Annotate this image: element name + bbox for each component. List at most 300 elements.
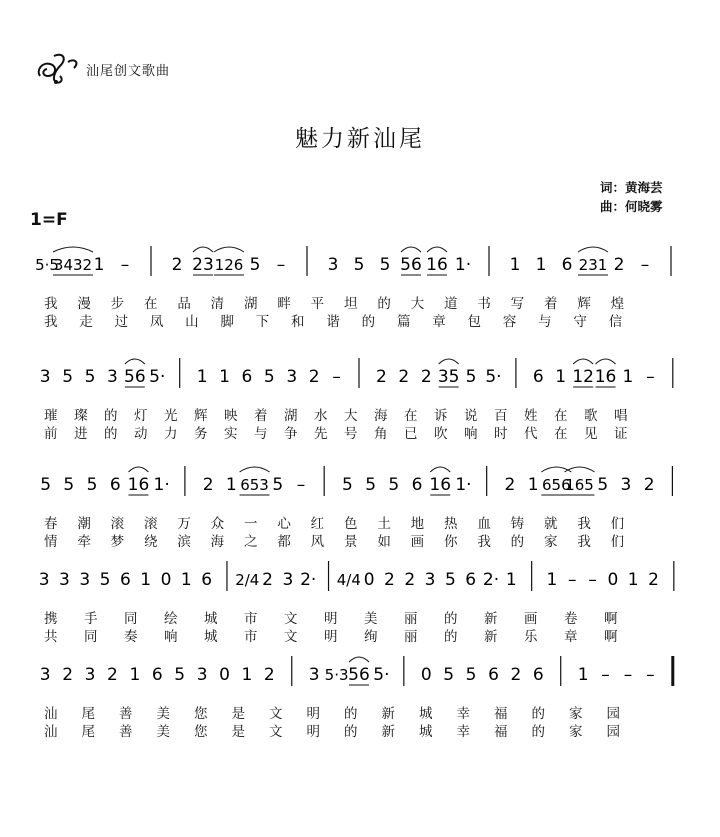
note: 5 <box>40 475 52 495</box>
lyric-char: 尾 <box>81 724 95 740</box>
note: 2 <box>420 367 432 387</box>
lyric-char: 的 <box>510 534 525 550</box>
note: 2 <box>504 475 516 495</box>
note: 5 <box>99 570 111 590</box>
note: 2 <box>648 570 659 590</box>
lyric-char: 情 <box>44 534 58 550</box>
note: 5 <box>84 367 96 387</box>
lyric-char: 坦 <box>344 296 358 312</box>
lyric-line-1 <box>28 292 688 310</box>
lyric-char: 篇 <box>396 314 411 330</box>
lyric-char: 响 <box>164 629 178 645</box>
lyric-char: 海 <box>210 534 225 550</box>
lyric-char: 啊 <box>604 611 618 627</box>
lyric-char: 园 <box>606 706 620 722</box>
note: 3 <box>196 665 208 685</box>
lyric-char: 章 <box>564 629 578 645</box>
note: – <box>296 475 306 495</box>
lyric-char: 下 <box>255 314 270 330</box>
note: 5· <box>485 367 502 387</box>
lyric-char: 景 <box>344 534 358 550</box>
lyric-char: 着 <box>544 296 558 312</box>
lyric-char: 新 <box>381 724 395 740</box>
lyric-char: 时 <box>494 426 508 442</box>
note: – <box>640 255 650 275</box>
lyric-char: 红 <box>310 516 325 532</box>
lyric-char: 大 <box>344 408 358 424</box>
slur <box>427 247 447 252</box>
lyric-char: 明 <box>306 706 320 722</box>
note: 0 <box>160 570 172 590</box>
note: 126 <box>214 256 244 274</box>
lyric-char: 滨 <box>177 534 191 550</box>
lyric-char: 滚 <box>110 516 125 532</box>
lyric-char: 共 <box>44 629 58 645</box>
note: 3 <box>620 475 632 495</box>
lyric-char: 同 <box>84 629 98 645</box>
note: 165 <box>565 476 594 494</box>
lyric-char: 响 <box>464 426 478 442</box>
slur <box>565 467 595 472</box>
lyric-char: 的 <box>444 611 458 627</box>
lyric-char: 与 <box>538 314 552 330</box>
lyric-char: 务 <box>194 426 208 442</box>
note: 6 <box>465 570 477 590</box>
lyric-char: 热 <box>444 516 458 532</box>
lyric-char: 的 <box>531 724 545 740</box>
lyric-char: 城 <box>419 706 433 722</box>
note: 1 <box>535 255 547 275</box>
system-1 <box>28 240 688 370</box>
lyric-line-1 <box>28 512 688 530</box>
note: 3 <box>308 665 320 685</box>
note: 56 <box>124 367 146 387</box>
note: 6 <box>119 570 131 590</box>
lyric-char: 园 <box>606 724 620 740</box>
note: 5 <box>365 475 377 495</box>
lyric-char: 在 <box>554 408 568 424</box>
note: 1 <box>509 255 521 275</box>
note: 2 <box>171 255 183 275</box>
lyric-char: 道 <box>444 296 458 312</box>
note: 16 <box>429 475 452 495</box>
lyric-char: 诉 <box>434 408 448 424</box>
slur <box>541 467 571 472</box>
lyric-char: 的 <box>377 296 391 312</box>
note: 2 <box>613 255 625 275</box>
slur <box>240 467 270 472</box>
lyric-char: 家 <box>569 706 583 722</box>
note: 5 <box>62 367 74 387</box>
note: – <box>120 255 130 275</box>
lyric-char: 信 <box>608 314 623 330</box>
lyric-char: 家 <box>544 534 558 550</box>
lyric-char: 都 <box>277 534 291 550</box>
lyricist: 词：黄海芸 <box>600 180 663 195</box>
note: 5·3 <box>324 666 349 684</box>
lyric-char: 城 <box>204 611 218 627</box>
lyric-char: 画 <box>410 534 425 550</box>
note: 3 <box>39 367 51 387</box>
lyric-char: 凤 <box>149 314 164 330</box>
lyric-char: 百 <box>494 408 508 424</box>
note: 16 <box>127 475 150 495</box>
note: 1 <box>622 367 634 387</box>
lyric-line-2 <box>28 422 688 440</box>
note: 6 <box>411 475 423 495</box>
note: 6 <box>532 665 544 685</box>
note: 2/4 <box>235 571 260 589</box>
lyric-char: 如 <box>377 534 391 550</box>
lyric-char: 绘 <box>164 611 178 627</box>
note: 1· <box>454 255 472 275</box>
lyric-char: 我 <box>577 516 591 532</box>
lyric-char: 美 <box>156 724 170 740</box>
note: 3432 <box>53 256 93 274</box>
lyric-char: 在 <box>144 296 158 312</box>
lyric-char: 是 <box>231 706 245 722</box>
lyric-char: 号 <box>344 426 358 442</box>
note: 1 <box>505 570 517 590</box>
brand <box>34 52 170 86</box>
lyric-char: 城 <box>419 724 433 740</box>
note: 1 <box>225 475 237 495</box>
note: 6 <box>109 475 121 495</box>
lyric-char: 水 <box>314 408 328 424</box>
lyric-char: 平 <box>310 296 325 312</box>
lyric-char: 地 <box>410 516 425 532</box>
note: 2· <box>482 570 500 590</box>
lyric-char: 明 <box>324 611 338 627</box>
note: 16 <box>594 367 617 387</box>
note: 2· <box>300 570 317 590</box>
lyric-char: 品 <box>177 296 191 312</box>
system-5 <box>28 650 688 780</box>
lyric-char: 文 <box>269 706 283 722</box>
lyric-char: 色 <box>344 516 358 532</box>
lyric-char: 携 <box>44 611 58 627</box>
lyric-char: 同 <box>124 611 138 627</box>
note: 16 <box>426 255 448 275</box>
lyric-char: 海 <box>374 408 388 424</box>
note: 1 <box>527 475 539 495</box>
lyric-char: 煌 <box>610 296 625 312</box>
lyric-char: 文 <box>284 629 298 645</box>
lyric-char: 美 <box>364 611 378 627</box>
lyric-char: 春 <box>44 516 58 532</box>
note: 2 <box>262 570 274 590</box>
lyric-char: 过 <box>114 314 129 330</box>
lyric-char: 角 <box>374 426 388 442</box>
note: 2 <box>62 665 74 685</box>
lyric-char: 力 <box>164 426 178 442</box>
notes-line <box>28 555 688 603</box>
note: – <box>588 570 597 590</box>
lyric-char: 章 <box>432 314 446 330</box>
slur <box>596 359 616 364</box>
brand-label: 汕尾创文歌曲 <box>86 63 171 79</box>
note: 5 <box>465 367 477 387</box>
lyric-char: 们 <box>610 534 625 550</box>
lyric-char: 见 <box>584 426 598 442</box>
lyric-char: 汕 <box>44 706 58 722</box>
lyric-char: 明 <box>324 629 338 645</box>
lyric-char: 与 <box>254 426 268 442</box>
note: 5 <box>174 665 186 685</box>
note: 1 <box>577 665 589 685</box>
lyric-char: 牵 <box>77 534 91 550</box>
lyric-char: 步 <box>110 296 125 312</box>
lyric-char: 血 <box>477 516 491 532</box>
slur <box>214 247 244 252</box>
lyric-char: 众 <box>210 516 225 532</box>
note: 5 <box>263 367 275 387</box>
note: 1· <box>153 475 170 495</box>
note: 656 <box>542 476 571 494</box>
lyric-char: 梦 <box>110 534 125 550</box>
note: 2 <box>398 367 410 387</box>
lyric-char: 潮 <box>77 516 91 532</box>
lyric-char: 进 <box>74 426 88 442</box>
lyric-line-1 <box>28 702 688 720</box>
note: 6 <box>488 665 499 685</box>
lyric-char: 万 <box>177 516 191 532</box>
composer: 曲：何晓雾 <box>600 199 663 214</box>
lyric-char: 映 <box>224 408 238 424</box>
note: 653 <box>240 476 269 494</box>
lyric-char: 璨 <box>74 408 88 424</box>
lyric-char: 守 <box>573 314 587 330</box>
note: 23 <box>192 255 214 275</box>
lyric-char: 土 <box>377 516 391 532</box>
lyric-char: 的 <box>104 408 118 424</box>
slur <box>125 359 145 364</box>
note: 2 <box>643 475 655 495</box>
note: 3 <box>282 570 294 590</box>
lyric-line-1 <box>28 607 688 625</box>
lyric-char: 先 <box>314 426 328 442</box>
note: 6 <box>561 255 573 275</box>
note: 5 <box>341 475 353 495</box>
credits <box>600 178 663 216</box>
lyric-char: 在 <box>404 408 418 424</box>
note: 1 <box>140 570 152 590</box>
lyric-line-1 <box>28 404 688 422</box>
lyric-char: 的 <box>344 706 358 722</box>
lyric-char: 新 <box>381 706 395 722</box>
note: 1 <box>180 570 192 590</box>
note: 0 <box>219 665 230 685</box>
note: 2 <box>202 475 214 495</box>
lyric-char: 动 <box>134 426 148 442</box>
lyric-char: 脚 <box>220 314 234 330</box>
note: 5 <box>86 475 98 495</box>
note: 5 <box>388 475 400 495</box>
lyric-char: 卷 <box>564 611 578 627</box>
lyric-char: 福 <box>494 706 508 722</box>
note: 5 <box>379 255 391 275</box>
lyric-char: 您 <box>194 724 208 740</box>
note: 231 <box>578 256 608 274</box>
note: 1 <box>627 570 639 590</box>
notes-line <box>28 240 688 288</box>
note: 1 <box>129 665 141 685</box>
note: – <box>646 665 655 685</box>
lyric-char: 幸 <box>456 706 470 722</box>
note: 2 <box>308 367 320 387</box>
note: 4/4 <box>336 571 361 589</box>
lyric-char: 风 <box>310 534 325 550</box>
note: 5 <box>63 475 75 495</box>
slur <box>401 247 421 252</box>
note: 6 <box>151 665 163 685</box>
lyric-char: 山 <box>185 314 199 330</box>
note: 5· <box>149 367 166 387</box>
lyric-char: 的 <box>104 426 118 442</box>
lyric-char: 争 <box>284 426 298 442</box>
note: 3 <box>327 255 339 275</box>
lyric-char: 美 <box>156 706 170 722</box>
lyric-char: 说 <box>464 408 478 424</box>
lyric-char: 璀 <box>44 408 58 424</box>
lyric-line-2 <box>28 530 688 548</box>
note: 3 <box>107 367 118 387</box>
lyric-char: 尾 <box>81 706 95 722</box>
note: 35 <box>437 367 460 387</box>
lyric-char: 已 <box>404 426 418 442</box>
lyric-char: 辉 <box>194 408 208 424</box>
note: 5 <box>353 255 365 275</box>
note: 0 <box>420 665 432 685</box>
lyric-char: 绕 <box>144 534 158 550</box>
lyric-char: 吹 <box>434 426 448 442</box>
lyric-char: 谐 <box>326 314 340 330</box>
slur <box>439 359 459 364</box>
note: – <box>568 570 577 590</box>
lyric-char: 畔 <box>277 296 291 312</box>
lyric-char: 书 <box>477 296 491 312</box>
lyric-char: 文 <box>269 724 283 740</box>
lyric-char: 就 <box>544 516 558 532</box>
note: 3 <box>79 570 91 590</box>
lyric-char: 明 <box>306 724 320 740</box>
slur <box>128 467 148 472</box>
lyric-char: 代 <box>524 426 538 442</box>
lyric-char: 心 <box>277 516 291 532</box>
lyric-line-2 <box>28 310 688 328</box>
lyric-char: 辉 <box>577 296 591 312</box>
note: – <box>276 255 286 275</box>
slur <box>573 359 593 364</box>
lyric-char: 漫 <box>77 296 91 312</box>
slur <box>430 467 450 472</box>
lyric-char: 市 <box>244 611 258 627</box>
lyric-char: 手 <box>84 611 98 627</box>
note: 2 <box>384 570 395 590</box>
key-signature: 1=F <box>30 210 68 230</box>
lyric-char: 前 <box>44 426 58 442</box>
note: 2 <box>107 665 118 685</box>
notes-line <box>28 650 688 698</box>
note: 6 <box>532 367 544 387</box>
lyric-char: 幸 <box>456 724 470 740</box>
lyric-char: 和 <box>291 314 305 330</box>
lyric-char: 我 <box>44 314 58 330</box>
lyric-char: 唱 <box>614 408 628 424</box>
note: 0 <box>363 570 375 590</box>
lyric-char: 湖 <box>244 296 258 312</box>
lyric-char: 善 <box>119 706 133 722</box>
lyric-char: 乐 <box>524 629 538 645</box>
notes-line <box>28 352 688 400</box>
lyric-char: 奏 <box>124 629 138 645</box>
lyric-char: 的 <box>361 314 376 330</box>
note: 1· <box>455 475 472 495</box>
note: 1 <box>219 367 230 387</box>
lyric-char: 丽 <box>404 611 418 627</box>
note: 5 <box>272 475 284 495</box>
lyric-char: 文 <box>284 611 298 627</box>
note: 1 <box>196 367 208 387</box>
note: 5 <box>597 475 609 495</box>
treble-clef-icon <box>34 52 82 86</box>
lyric-char: 铸 <box>510 516 525 532</box>
lyric-char: 新 <box>484 611 498 627</box>
slur <box>349 657 369 662</box>
note: – <box>332 367 341 387</box>
lyric-char: 灯 <box>134 408 148 424</box>
lyric-char: 走 <box>79 314 93 330</box>
note: 1 <box>546 570 558 590</box>
note: 5 <box>444 570 456 590</box>
note: 3 <box>84 665 96 685</box>
lyric-char: 容 <box>502 314 517 330</box>
note: 2 <box>375 367 387 387</box>
note: 3 <box>59 570 70 590</box>
note: 3 <box>424 570 436 590</box>
note: 0 <box>607 570 619 590</box>
lyric-char: 画 <box>524 611 538 627</box>
lyric-char: 们 <box>610 516 625 532</box>
slur <box>53 247 93 252</box>
lyric-char: 着 <box>254 408 268 424</box>
note: 2 <box>263 665 275 685</box>
lyric-char: 写 <box>510 296 525 312</box>
lyric-char: 大 <box>410 296 425 312</box>
lyric-char: 我 <box>477 534 491 550</box>
lyric-char: 善 <box>119 724 133 740</box>
lyric-char: 清 <box>210 296 225 312</box>
lyric-char: 我 <box>44 296 58 312</box>
lyric-char: 啊 <box>604 629 618 645</box>
note: – <box>623 665 633 685</box>
note: 2 <box>404 570 416 590</box>
note: 5 <box>465 665 477 685</box>
note: 56 <box>348 665 370 685</box>
lyric-line-2 <box>28 625 688 643</box>
lyric-char: 新 <box>484 629 498 645</box>
note: 5 <box>443 665 455 685</box>
lyric-char: 包 <box>467 314 482 330</box>
note: 5·5 <box>35 256 59 274</box>
note: 6 <box>201 570 213 590</box>
note: 5 <box>249 255 261 275</box>
lyric-char: 汕 <box>44 724 58 740</box>
lyric-char: 您 <box>194 706 208 722</box>
lyric-char: 我 <box>577 534 591 550</box>
note: 56 <box>400 255 422 275</box>
lyric-char: 城 <box>204 629 218 645</box>
